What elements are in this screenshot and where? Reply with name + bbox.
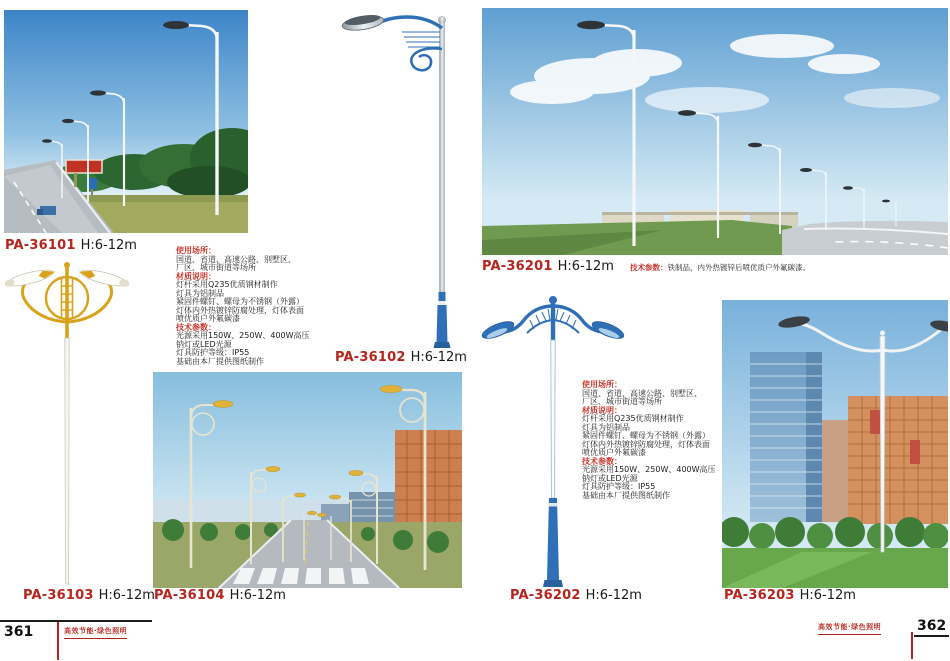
spec-line: 灯体内外热镀锌防腐处理，灯体表面 [176, 305, 304, 315]
right-arm [67, 266, 131, 322]
spec-block-left [176, 247, 332, 366]
spec-line: 国道、省道、高速公路、别墅区、 [582, 388, 702, 398]
product-code: PA-36202 [510, 588, 581, 603]
product-label-pa36201 [482, 259, 810, 274]
left-arm [480, 306, 553, 342]
spec-line: 厂区、城市街道等场所 [582, 397, 662, 406]
drawing-pa36103 [0, 258, 158, 588]
spec-line: 钠灯或LED光源 [582, 473, 638, 483]
spec-line: 灯具防护等级：IP55 [176, 348, 250, 357]
spec-line: 灯具为铝制品 [176, 288, 224, 298]
spec-line: 紧固件螺钉、螺母为不锈钢（外露） [582, 431, 710, 440]
footer-slogan-left: 高效节能·绿色照明 [64, 626, 127, 639]
spec-line: 灯杆采用Q235优质钢材制作 [176, 280, 278, 289]
spec-line: 基础由本厂提供图纸制作 [176, 356, 264, 366]
spec-line: 灯杆采用Q235优质钢材制作 [582, 414, 684, 423]
product-height: H:6-12m [557, 259, 614, 274]
footer-slogan-right: 高效节能·绿色照明 [818, 622, 881, 635]
photo-pa36101 [4, 10, 248, 233]
spec-line: 技术参数： [176, 322, 216, 332]
product-height: H:6-12m [799, 588, 856, 603]
spec-line: 基础由本厂提供图纸制作 [582, 490, 670, 500]
spec-block-right [582, 381, 738, 500]
spec-line: 国道、省道、高速公路、别墅区、 [176, 254, 296, 264]
spec-line: 光源采用150W、250W、400W高压 [176, 331, 310, 340]
spec-line: 使用场所： [176, 246, 216, 255]
product-code: PA-36104 [154, 588, 225, 603]
note-heading: 技术参数： [629, 263, 668, 272]
field-road-scene-illustration [482, 8, 948, 255]
avenue-scene-illustration [153, 372, 462, 588]
product-code: PA-36201 [482, 259, 553, 274]
spec-line: 喷优质户外氟碳漆 [582, 448, 646, 457]
footer-divider-right [911, 632, 913, 659]
left-arm [3, 266, 67, 322]
photo-pa36104 [153, 372, 462, 588]
photo-pa36201 [482, 8, 948, 255]
product-label-pa36103 [23, 588, 155, 603]
spec-line: 光源采用150W、250W、400W高压 [582, 465, 716, 474]
product-label-pa36202 [510, 588, 642, 603]
product-height: H:6-12m [80, 238, 137, 253]
city-scene-illustration [722, 300, 948, 588]
product-code: PA-36101 [5, 238, 76, 253]
right-arm [553, 306, 626, 342]
product-height: H:6-12m [98, 588, 155, 603]
product-height: H:6-12m [410, 350, 467, 365]
spec-line: 厂区、城市街道等场所 [176, 263, 256, 272]
product-label-pa36102 [335, 350, 467, 365]
product-code: PA-36203 [724, 588, 795, 603]
spec-line: 灯具为铝制品 [582, 422, 630, 432]
spec-line: 材质说明： [176, 271, 216, 281]
product-note [630, 262, 810, 273]
product-label-pa36203 [724, 588, 856, 603]
spec-line: 使用场所： [582, 380, 622, 389]
product-height: H:6-12m [229, 588, 286, 603]
spec-line: 紧固件螺钉、螺母为不锈钢（外露） [176, 297, 304, 306]
product-label-pa36104 [154, 588, 286, 603]
gold-double-arm-lamp-illustration [0, 258, 158, 588]
spec-line: 技术参数： [582, 456, 622, 466]
product-code: PA-36102 [335, 350, 406, 365]
note-text: 铁制品，内外热镀锌后喷优质户外氟碳漆。 [667, 263, 810, 272]
product-label-pa36101 [5, 238, 137, 253]
spec-line: 喷优质户外氟碳漆 [176, 314, 240, 323]
highway-scene-illustration [4, 10, 248, 233]
single-arm-lamp-illustration [330, 4, 460, 348]
footer-divider-left [57, 622, 59, 660]
page-number-right: 362 [914, 618, 949, 637]
footer-right [792, 618, 950, 659]
product-code: PA-36103 [23, 588, 94, 603]
photo-pa36203 [722, 300, 948, 588]
page-number-left: 361 [4, 624, 34, 640]
spec-line: 钠灯或LED光源 [176, 339, 232, 349]
drawing-pa36102 [330, 4, 460, 348]
product-height: H:6-12m [585, 588, 642, 603]
footer-left [0, 620, 152, 661]
spec-line: 灯体内外热镀锌防腐处理，灯体表面 [582, 439, 710, 449]
spec-line: 材质说明： [582, 405, 622, 415]
spec-line: 灯具防护等级：IP55 [582, 482, 656, 491]
